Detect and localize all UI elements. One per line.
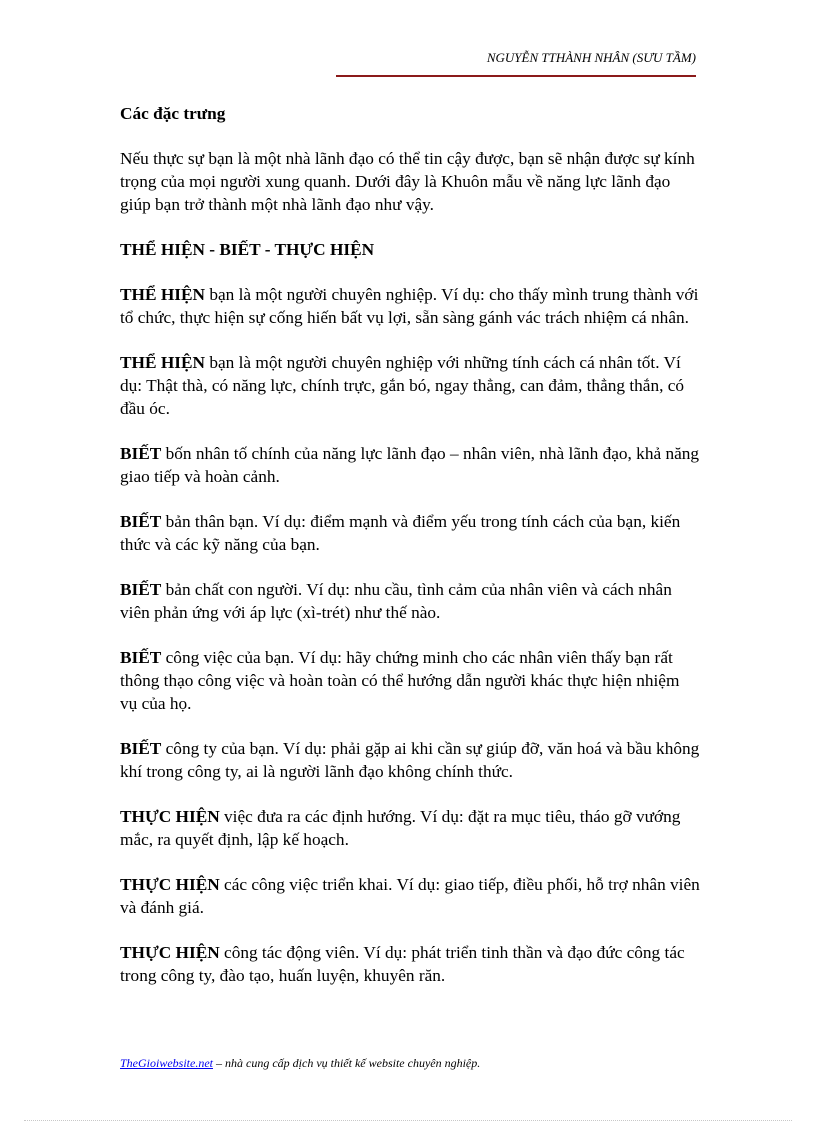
paragraph-item <box>120 646 700 715</box>
item-keyword: BIẾT <box>120 444 162 463</box>
item-text: bản thân bạn. Ví dụ: điểm mạnh và điểm yếu trong tính cách của bạn, kiến thức và các kỹ năng của bạn. <box>120 512 681 554</box>
item-text: công tác động viên. Ví dụ: phát triển tinh thần và đạo đức công tác trong công ty, đào tạo, huấn luyện, khuyên răn. <box>120 943 685 985</box>
item-text: bản chất con người. Ví dụ: nhu cầu, tình cảm của nhân viên và cách nhân viên phản ứng với áp lực (xì-trét) như thế nào. <box>120 580 672 622</box>
header-rule <box>336 75 696 77</box>
paragraph-item <box>120 442 700 488</box>
footer-link[interactable]: TheGioiwebsite.net <box>120 1056 213 1070</box>
page-footer <box>120 1056 700 1071</box>
item-keyword: THỰC HIỆN <box>120 807 220 826</box>
footer-text: – nhà cung cấp dịch vụ thiết kế website chuyên nghiệp. <box>213 1056 481 1070</box>
paragraph-item <box>120 510 700 556</box>
subtitle <box>120 238 700 261</box>
section-title-text: Các đặc trưng <box>120 104 226 123</box>
paragraph-item <box>120 941 700 987</box>
item-text: công ty của bạn. Ví dụ: phải gặp ai khi cần sự giúp đỡ, văn hoá và bầu không khí trong công ty, ai là người lãnh đạo không chính thức. <box>120 739 700 781</box>
item-keyword: THỂ HIỆN <box>120 285 205 304</box>
item-text: bạn là một người chuyên nghiệp với những tính cách cá nhân tốt. Ví dụ: Thật thà, có năng lực, chính trực, gắn bó, ngay thẳng, can đảm, thẳng thắn, có đầu óc. <box>120 353 685 418</box>
page-header: NGUYỄN TTHÀNH NHÂN (SƯU TẦM) <box>486 50 696 65</box>
item-text: bạn là một người chuyên nghiệp. Ví dụ: cho thấy mình trung thành với tổ chức, thực hiện sự cống hiến bất vụ lợi, sẵn sàng gánh vác trách nhiệm cá nhân. <box>120 285 699 327</box>
intro-paragraph: Nếu thực sự bạn là một nhà lãnh đạo có thể tin cậy được, bạn sẽ nhận được sự kính trọng của mọi người xung quanh. Dưới đây là Khuôn mẫu về năng lực lãnh đạo giúp bạn trở thành một nhà lãnh đạo như vậy. <box>120 149 695 214</box>
item-text: công việc của bạn. Ví dụ: hãy chứng minh cho các nhân viên thấy bạn rất thông thạo công việc và hoàn toàn có thể hướng dẫn người khác thực hiện nhiệm vụ của họ. <box>120 648 680 713</box>
item-keyword: BIẾT <box>120 739 162 758</box>
item-keyword: THỰC HIỆN <box>120 875 220 894</box>
paragraph-item <box>120 737 700 783</box>
subtitle-text: THỂ HIỆN - BIẾT - THỰC HIỆN <box>120 240 375 259</box>
paragraph-item <box>120 578 700 624</box>
paragraph-item <box>120 873 700 919</box>
paragraph-item <box>120 805 700 851</box>
item-keyword: BIẾT <box>120 512 162 531</box>
item-keyword: BIẾT <box>120 648 162 667</box>
item-text: bốn nhân tố chính của năng lực lãnh đạo – nhân viên, nhà lãnh đạo, khả năng giao tiếp và hoàn cảnh. <box>120 444 700 486</box>
page-bottom-edge <box>24 1120 792 1121</box>
paragraph-item <box>120 283 700 329</box>
section-title <box>120 102 700 125</box>
paragraph-item <box>120 351 700 420</box>
item-keyword: THỂ HIỆN <box>120 353 205 372</box>
item-keyword: THỰC HIỆN <box>120 943 220 962</box>
item-text: các công việc triển khai. Ví dụ: giao tiếp, điều phối, hỗ trợ nhân viên và đánh giá. <box>120 875 700 917</box>
item-keyword: BIẾT <box>120 580 162 599</box>
document-body <box>120 102 700 1009</box>
item-text: việc đưa ra các định hướng. Ví dụ: đặt ra mục tiêu, tháo gỡ vướng mắc, ra quyết định, lập kế hoạch. <box>120 807 681 849</box>
